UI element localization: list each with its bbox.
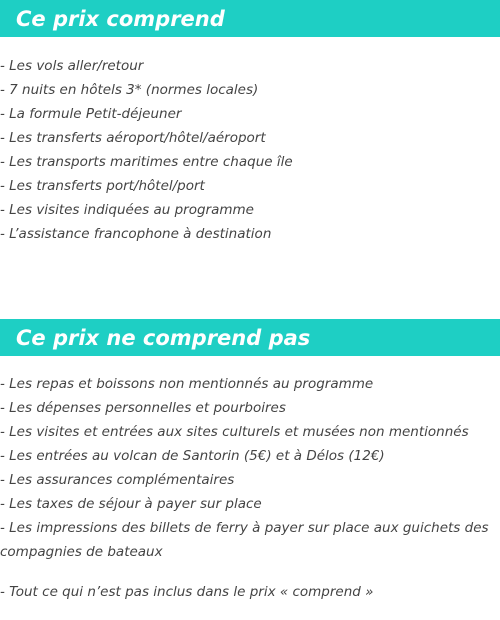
list-item: - Les vols aller/retour: [0, 58, 144, 74]
excluded-title-text: Ce prix ne comprend pas: [16, 325, 311, 350]
list-item: - Les repas et boissons non mentionnés au programme: [0, 376, 374, 392]
list-item: - Les impressions des billets de ferry à payer sur place aux guichets des compagnies de bateaux: [0, 520, 489, 560]
included-items-list: [0, 54, 498, 246]
list-item: - L’assistance francophone à destination: [0, 226, 272, 242]
list-item: - Les transferts port/hôtel/port: [0, 178, 205, 194]
list-item: - 7 nuits en hôtels 3* (normes locales): [0, 82, 259, 98]
list-item: - Les transports maritimes entre chaque île: [0, 154, 293, 170]
included-title-text: Ce prix comprend: [16, 6, 225, 31]
included-section-title: [0, 0, 500, 37]
list-item: - Les dépenses personnelles et pourboires: [0, 400, 286, 416]
list-item: - Les assurances complémentaires: [0, 472, 235, 488]
list-item: - La formule Petit-déjeuner: [0, 106, 182, 122]
excluded-items-list: [0, 372, 498, 604]
list-item: - Les visites indiquées au programme: [0, 202, 254, 218]
list-item: - Les taxes de séjour à payer sur place: [0, 496, 262, 512]
list-item: - Les visites et entrées aux sites culturels et musées non mentionnés: [0, 424, 469, 440]
list-item: - Les transferts aéroport/hôtel/aéroport: [0, 130, 266, 146]
list-item: - Les entrées au volcan de Santorin (5€) et à Délos (12€): [0, 448, 385, 464]
list-item: - Tout ce qui n’est pas inclus dans le prix « comprend »: [0, 584, 374, 600]
excluded-section-title: [0, 319, 500, 356]
